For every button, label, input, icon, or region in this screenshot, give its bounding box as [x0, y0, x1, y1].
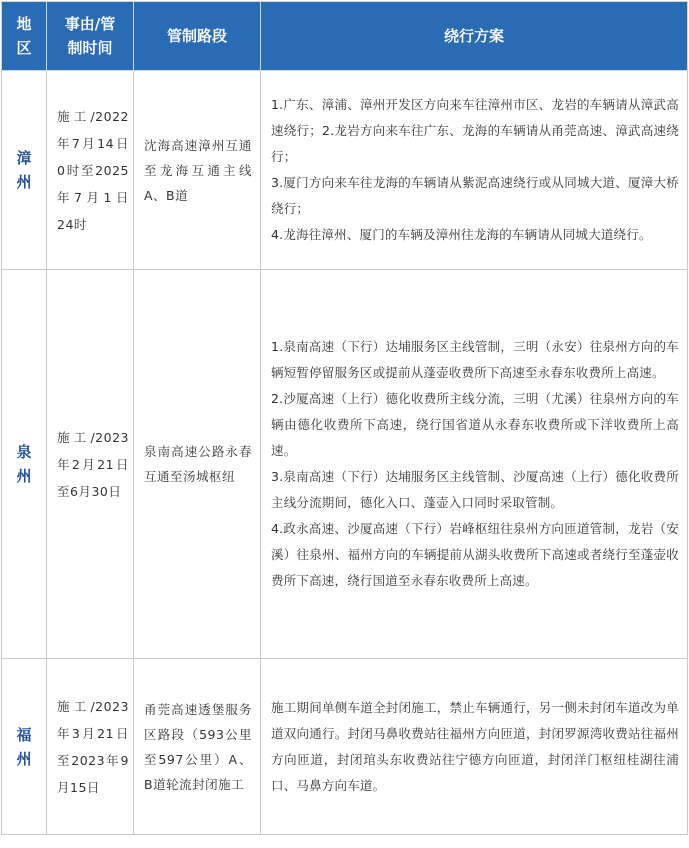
region-char: 州 — [16, 173, 32, 191]
plan-item: 1.广东、漳浦、漳州开发区方向来车往漳州市区、龙岩的车辆请从漳武高速绕行；2.龙岩方向来车往广东、龙海的车辆请从甬莞高速、漳武高速绕行； — [271, 97, 679, 164]
header-region-line1: 地 — [16, 15, 32, 33]
header-region — [2, 2, 47, 71]
time-cell: 施工/2023年3月21日至2023年9月15日 — [47, 659, 134, 835]
plan-item: 3.厦门方向来车往龙海的车辆请从紫泥高速绕行或从同城大道、厦漳大桥绕行； — [271, 175, 679, 216]
header-time-line2: 制时间 — [67, 39, 113, 57]
region-cell — [2, 71, 47, 270]
plan-item: 3.泉南高速（下行）达埔服务区主线管制、沙厦高速（上行）德化收费所主线分流期间，德化入口、蓬壶入口同时采取管制。 — [271, 469, 679, 510]
header-time — [47, 2, 134, 71]
region-char: 福 — [16, 725, 32, 744]
region-char: 州 — [16, 749, 32, 768]
header-plan: 绕行方案 — [261, 2, 688, 71]
region-char: 漳 — [16, 149, 32, 167]
section-cell: 沈海高速漳州互通至龙海互通主线A、B道 — [134, 71, 261, 270]
header-row — [2, 2, 688, 71]
time-cell: 施工/2023年2月21日至6月30日 — [47, 270, 134, 659]
plan-item: 2.沙厦高速（上行）德化收费所主线分流，三明（尤溪）往泉州方向的车辆由德化收费所下高速，绕行国省道从永春东收费所或下洋收费所上高速。 — [271, 391, 679, 458]
region-char: 州 — [16, 467, 32, 485]
plan-cell — [261, 270, 688, 659]
table-row — [2, 270, 688, 659]
table-row — [2, 659, 688, 835]
region-cell — [2, 270, 47, 659]
plan-cell — [261, 71, 688, 270]
plan-item: 4.政永高速、沙厦高速（下行）岩峰枢纽往泉州方向匝道管制，龙岩（安溪）往泉州、福州方向的车辆提前从湖头收费所下高速或者绕行至蓬壶收费所下高速，绕行国道至永春东收费所上高速。 — [271, 521, 679, 588]
table-row — [2, 71, 688, 270]
plan-cell — [261, 659, 688, 835]
region-cell — [2, 659, 47, 835]
time-cell: 施工/2022年7月14日0时至2025年7月1日24时 — [47, 71, 134, 270]
traffic-control-table — [1, 1, 688, 835]
header-region-line2: 区 — [16, 39, 32, 57]
section-cell: 泉南高速公路永春互通至汤城枢纽 — [134, 270, 261, 659]
plan-item: 施工期间单侧车道全封闭施工，禁止车辆通行，另一侧未封闭车道改为单道双向通行。封闭马鼻收费站往福州方向匝道，封闭罗源湾收费站往福州方向匝道，封闭琯头东收费站往宁德方向匝道，封闭洋门枢纽桂湖往浦口、马鼻方向车道。 — [271, 699, 679, 793]
plan-item: 1.泉南高速（下行）达埔服务区主线管制，三明（永安）往泉州方向的车辆短暂停留服务区或提前从蓬壶收费所下高速至永春东收费所上高速。 — [271, 339, 679, 380]
plan-item: 4.龙海往漳州、厦门的车辆及漳州往龙海的车辆请从同城大道绕行。 — [271, 227, 652, 242]
header-section: 管制路段 — [134, 2, 261, 71]
region-char: 泉 — [16, 443, 32, 461]
section-cell: 甬莞高速透堡服务区路段（593公里至597公里）A、B道轮流封闭施工 — [134, 659, 261, 835]
header-time-line1: 事由/管 — [64, 15, 116, 33]
